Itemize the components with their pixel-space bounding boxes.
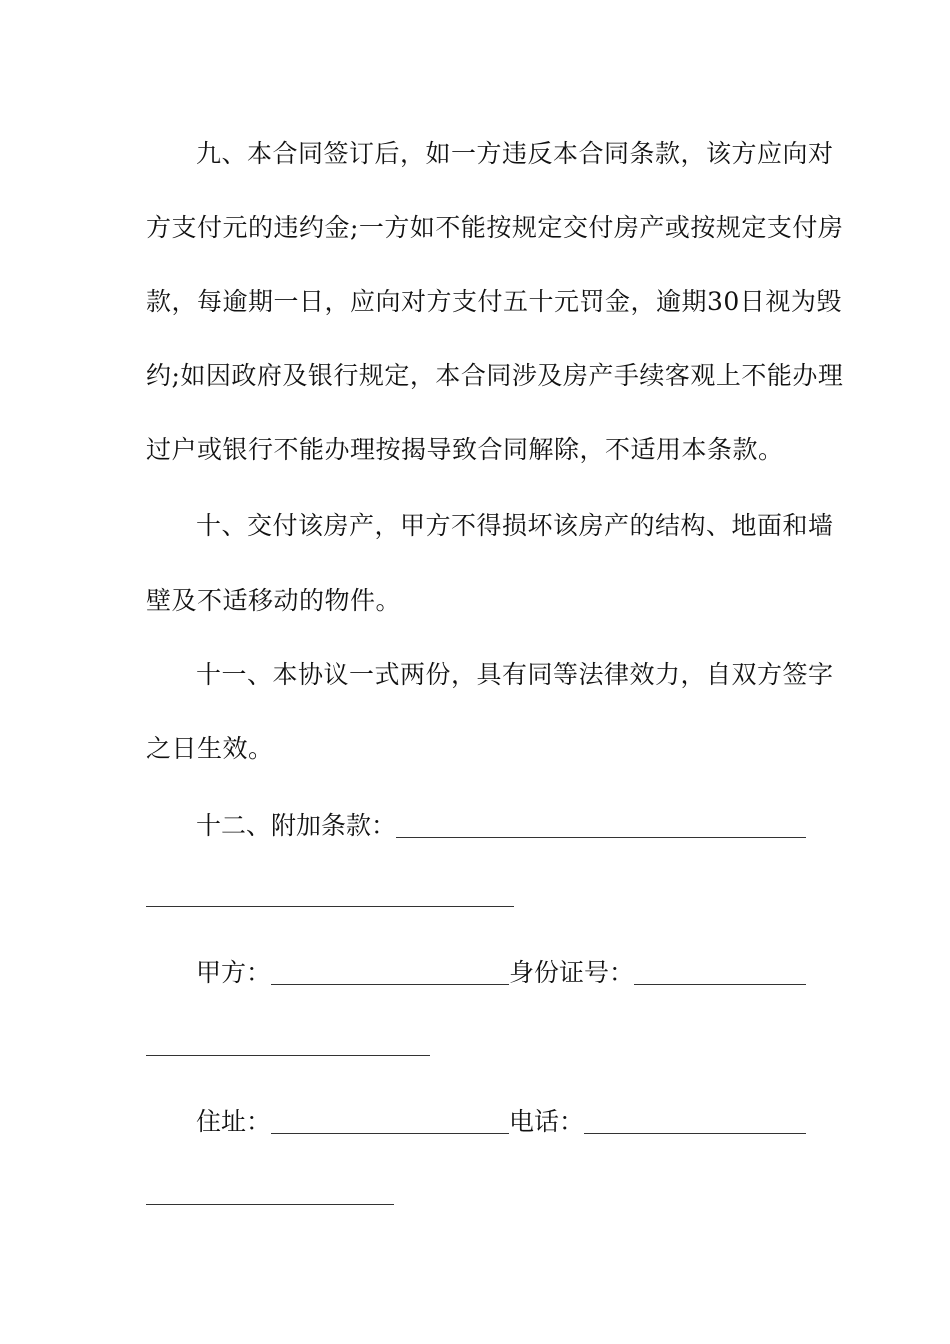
clause-10-line-2: 壁及不适移动的物件。 bbox=[146, 586, 402, 615]
additional-terms-blank[interactable] bbox=[396, 809, 806, 838]
address-blank[interactable] bbox=[271, 1105, 509, 1134]
clause-9-line-1: 九、本合同签订后，如一方违反本合同条款，该方应向对 bbox=[196, 139, 834, 168]
clause-9-line-3: 款，每逾期一日，应向对方支付五十元罚金，逾期30日视为毁 bbox=[146, 287, 842, 316]
phone-blank[interactable] bbox=[584, 1105, 806, 1134]
clause-9-line-4: 约;如因政府及银行规定，本合同涉及房产手续客观上不能办理 bbox=[146, 361, 844, 390]
party-a-blank[interactable] bbox=[271, 956, 509, 985]
phone-blank-continued[interactable] bbox=[146, 1204, 394, 1205]
clause-12-row bbox=[196, 808, 806, 844]
address-row bbox=[196, 1104, 806, 1140]
clause-11-line-1: 十一、本协议一式两份，具有同等法律效力，自双方签字 bbox=[196, 660, 834, 689]
clause-11-line-2: 之日生效。 bbox=[146, 734, 274, 763]
address-label: 住址： bbox=[196, 1107, 272, 1136]
party-a-row bbox=[196, 955, 806, 991]
clause-10-line-1: 十、交付该房产，甲方不得损坏该房产的结构、地面和墙 bbox=[196, 511, 834, 540]
id-number-label: 身份证号： bbox=[509, 958, 635, 987]
additional-terms-blank-continued[interactable] bbox=[146, 906, 514, 907]
id-number-blank-continued[interactable] bbox=[146, 1055, 430, 1056]
clause-12-label: 十二、附加条款： bbox=[196, 811, 397, 840]
clause-9-line-2: 方支付元的违约金;一方如不能按规定交付房产或按规定支付房 bbox=[146, 213, 844, 242]
clause-9-line-5: 过户或银行不能办理按揭导致合同解除，不适用本条款。 bbox=[146, 435, 784, 464]
party-a-label: 甲方： bbox=[196, 958, 272, 987]
id-number-blank[interactable] bbox=[634, 956, 806, 985]
phone-label: 电话： bbox=[509, 1107, 585, 1136]
